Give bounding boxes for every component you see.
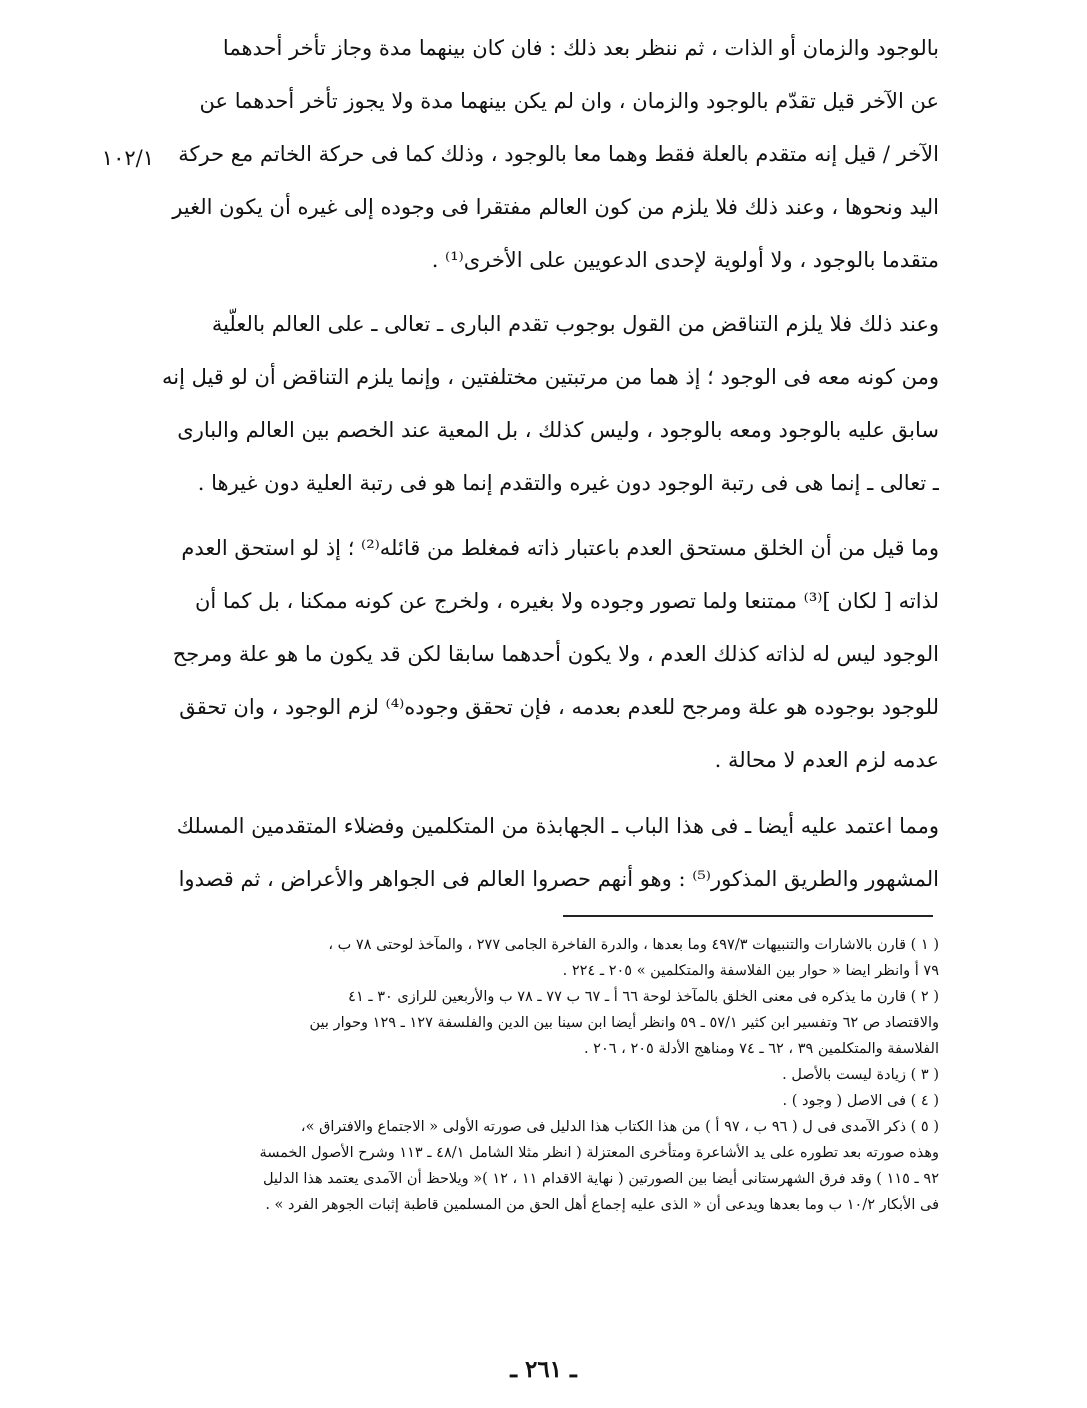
footnote-divider bbox=[563, 915, 933, 917]
text-line: ومن كونه معه فى الوجود ؛ إذ هما من مرتبتين مختلفتين ، وإنما يلزم التناقض أن لو قيل إنه bbox=[162, 365, 939, 389]
text-line: الوجود ليس له لذاته كذلك العدم ، ولا يكون أحدهما سابقا لكن قد يكون ما هو علة ومرجح bbox=[172, 642, 939, 666]
footnote-line: ( ١ ) قارن بالاشارات والتنبيهات ٤٩٧/٣ وما بعدها ، والدرة الفاخرة الجامى ٢٧٧ ، والمآخذ لوحتى ٧٨ ب ، bbox=[328, 937, 939, 953]
text-line: ومما اعتمد عليه أيضا ـ فى هذا الباب ـ الجهابذة من المتكلمين وفضلاء المتقدمين المسلك bbox=[176, 814, 939, 838]
text-line: عن الآخر قيل تقدّم بالوجود والزمان ، وان لم يكن بينهما مدة ولا يجوز تأخر أحدهما عن bbox=[199, 89, 939, 113]
text-line: سابق عليه بالوجود ومعه بالوجود ، وليس كذلك ، بل المعية عند الخصم بين العالم والبارى bbox=[177, 418, 939, 442]
margin-folio-reference: ١٠٢/١ bbox=[101, 146, 154, 170]
paragraph-1 bbox=[160, 22, 939, 287]
footnote-line: ٧٩ أ وانظر ايضا « حوار بين الفلاسفة والمتكلمين » ٢٠٥ ـ ٢٢٤ . bbox=[562, 963, 939, 979]
text-line: المشهور والطريق المذكور⁽⁵⁾ : وهو أنهم حصروا العالم فى الجواهر والأعراض ، ثم قصدوا bbox=[178, 867, 939, 891]
paragraph-2 bbox=[160, 298, 939, 510]
text-line: الآخر / قيل إنه متقدم بالعلة فقط وهما معا بالوجود ، وذلك كما فى حركة الخاتم مع حركة bbox=[178, 142, 939, 166]
text-line: لذاته [ لكان ]⁽³⁾ ممتنعا ولما تصور وجوده ولا بغيره ، ولخرج عن كونه ممكنا ، بل كما أن bbox=[194, 589, 939, 613]
text-line: متقدما بالوجود ، ولا أولوية لإحدى الدعويين على الأخرى⁽¹⁾ . bbox=[431, 248, 939, 272]
footnote-line: ٩٢ ـ ١١٥ ) وقد فرق الشهرستانى أيضا بين الصورتين ( نهاية الاقدام ١١ ، ١٢ )« ويلاحظ أن الآمدى يعتمد هذا الدليل bbox=[262, 1171, 939, 1187]
footnote-line: وهذه صورته بعد تطوره على يد الأشاعرة ومتأخرى المعتزلة ( انظر مثلا الشامل ٤٨/١ ـ ١١٣ وشرح الأصول الخمسة bbox=[259, 1145, 939, 1161]
text-line: وعند ذلك فلا يلزم التناقض من القول بوجوب تقدم البارى ـ تعالى ـ على العالم بالعلّية bbox=[211, 312, 939, 336]
text-line: ـ تعالى ـ إنما هى فى رتبة الوجود دون غيره والتقدم إنما هو فى رتبة العلية دون غيرها . bbox=[197, 471, 939, 495]
page-number: ـ ٢٦١ ـ bbox=[510, 1356, 577, 1383]
footnote-line: ( ٣ ) زيادة ليست بالأصل . bbox=[782, 1067, 939, 1083]
text-line: بالوجود والزمان أو الذات ، ثم ننظر بعد ذلك : فان كان بينهما مدة وجاز تأخر أحدهما bbox=[222, 36, 939, 60]
footnote-line: ( ٥ ) ذكر الآمدى فى ل ( ٩٦ ب ، ٩٧ أ ) من هذا الكتاب هذا الدليل فى صورته الأولى « الاجتماع والافتراق »، bbox=[300, 1119, 939, 1135]
footnote-line: ( ٢ ) قارن ما يذكره فى معنى الخلق بالمآخذ لوحة ٦٦ أ ـ ٦٧ ب ٧٧ ـ ٧٨ ب والأربعين للرازى ٣٠ ـ ٤١ bbox=[348, 989, 939, 1005]
paragraph-4 bbox=[160, 800, 939, 906]
paragraph-3 bbox=[160, 522, 939, 787]
footnote-line: والاقتصاد ص ٦٢ وتفسير ابن كثير ٥٧/١ ـ ٥٩ وانظر أيضا ابن سينا بين الدين والفلسفة ١٢٧ ـ ١٢٩ وحوار بين bbox=[309, 1015, 939, 1031]
text-line: وما قيل من أن الخلق مستحق العدم باعتبار ذاته فمغلط من قائله⁽²⁾ ؛ إذ لو استحق العدم bbox=[181, 536, 939, 560]
text-line: للوجود بوجوده هو علة ومرجح للعدم بعدمه ، فإن تحقق وجوده⁽⁴⁾ لزم الوجود ، وان تحقق bbox=[179, 695, 939, 719]
footnotes bbox=[160, 932, 939, 1218]
footnote-line: فى الأبكار ١٠/٢ ب وما بعدها ويدعى أن « الذى عليه إجماع أهل الحق من المسلمين قاطبة إثبات الجوهر الفرد » . bbox=[265, 1197, 939, 1213]
text-line: عدمه لزم العدم لا محالة . bbox=[714, 748, 939, 772]
text-line: اليد ونحوها ، وعند ذلك فلا يلزم من كون العالم مفتقرا فى وجوده إلى غيره أن يكون الغير bbox=[172, 195, 939, 219]
footnote-line: ( ٤ ) فى الاصل ( وجود ) . bbox=[782, 1093, 939, 1109]
footnote-line: الفلاسفة والمتكلمين ٣٩ ، ٦٢ ـ ٧٤ ومناهج الأدلة ٢٠٥ ، ٢٠٦ . bbox=[583, 1041, 939, 1057]
